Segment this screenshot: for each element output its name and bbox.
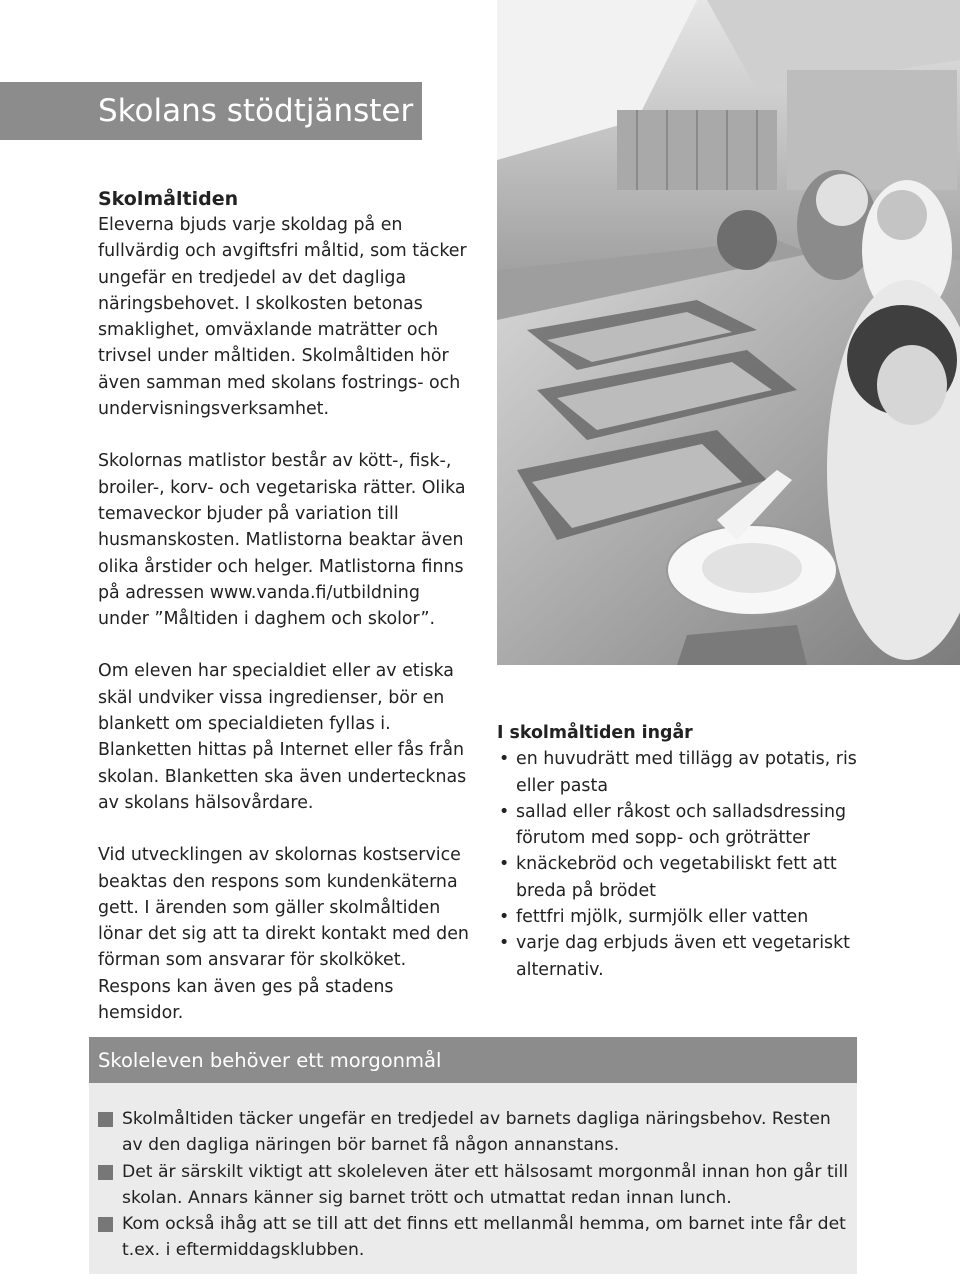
morning-box-header <box>89 1037 857 1083</box>
list-item-text: Skolmåltiden täcker ungefär en tredjedel av barnets dagliga näringsbehov. Resten av den dagliga näringen bör barnet få någon annanstans. <box>122 1109 831 1156</box>
paragraph: Eleverna bjuds varje skoldag på en fullvärdig och avgiftsfri måltid, som täcker ungefär en tredjedel av det dagliga näringsbehovet. I skolkosten betonas smaklighet, omväxlande maträtter och trivsel under måltiden. Skolmåltiden hör även samman med skolans fostrings- och undervisningsverksamhet. <box>98 215 467 420</box>
square-bullet-icon <box>98 1112 113 1127</box>
list-item-text: Det är särskilt viktigt att skoleleven äter ett hälsosamt morgonmål innan hon går till skolan. Annars känner sig barnet trött och utmattat redan innan lunch. <box>122 1161 849 1208</box>
paragraph: Vid utvecklingen av skolornas kostservice beaktas den respons som kundenkäterna gett. I ärenden som gäller skolmåltiden lönar det sig att ta direkt kontakt med den förman som ansvarar för skolköket. Respons kan även ges på stadens hemsidor. <box>98 845 469 1024</box>
paragraph: Skolornas matlistor består av kött-, fisk-, broiler-, korv- och vegetariska rätter. Olika temaveckor bjuder på variation till husmanskosten. Matlistorna beaktar även olika årstider och helger. Matlistorna finns på adressen www.vanda.fi/utbildning under ”Måltiden i daghem och skolor”. <box>98 451 466 630</box>
section-title: Skolans stödtjänster <box>98 93 414 129</box>
list-item: • varje dag erbjuds även ett vegetariskt alternativ. <box>497 930 877 983</box>
list-item: • sallad eller råkost och salladsdressing förutom med sopp- och gröträtter <box>497 799 877 852</box>
square-bullet-icon <box>98 1217 113 1232</box>
list-item: • fettfri mjölk, surmjölk eller vatten <box>497 904 877 930</box>
list-item: • knäckebröd och vegetabiliskt fett att breda på brödet <box>497 851 877 904</box>
list-item-text: Kom också ihåg att se till att det finns ett mellanmål hemma, om barnet inte får det t.ex. i eftermiddagsklubben. <box>122 1214 846 1261</box>
section-title-bar <box>0 82 422 140</box>
included-items-list <box>497 746 877 983</box>
left-column <box>98 186 470 1052</box>
section-heading: Skolmåltiden <box>98 188 239 210</box>
morning-box-list <box>98 1106 848 1264</box>
list-item <box>98 1159 848 1212</box>
right-column <box>497 720 877 983</box>
morning-meal-box <box>89 1037 857 1274</box>
list-item <box>98 1211 848 1264</box>
photo-illustration <box>497 0 960 665</box>
morning-box-heading: Skoleleven behöver ett morgonmål <box>98 1048 442 1072</box>
paragraph: Om eleven har specialdiet eller av etiska skäl undviker vissa ingredienser, bör en blankett om specialdieten fyllas i. Blanketten hittas på Internet eller fås från skolan. Blanketten ska även undertecknas av skolans hälsovårdare. <box>98 661 467 813</box>
list-item: • en huvudrätt med tillägg av potatis, ris eller pasta <box>497 746 877 799</box>
list-item <box>98 1106 848 1159</box>
list-heading: I skolmåltiden ingår <box>497 723 693 743</box>
square-bullet-icon <box>98 1165 113 1180</box>
school-lunch-photo <box>497 0 960 665</box>
